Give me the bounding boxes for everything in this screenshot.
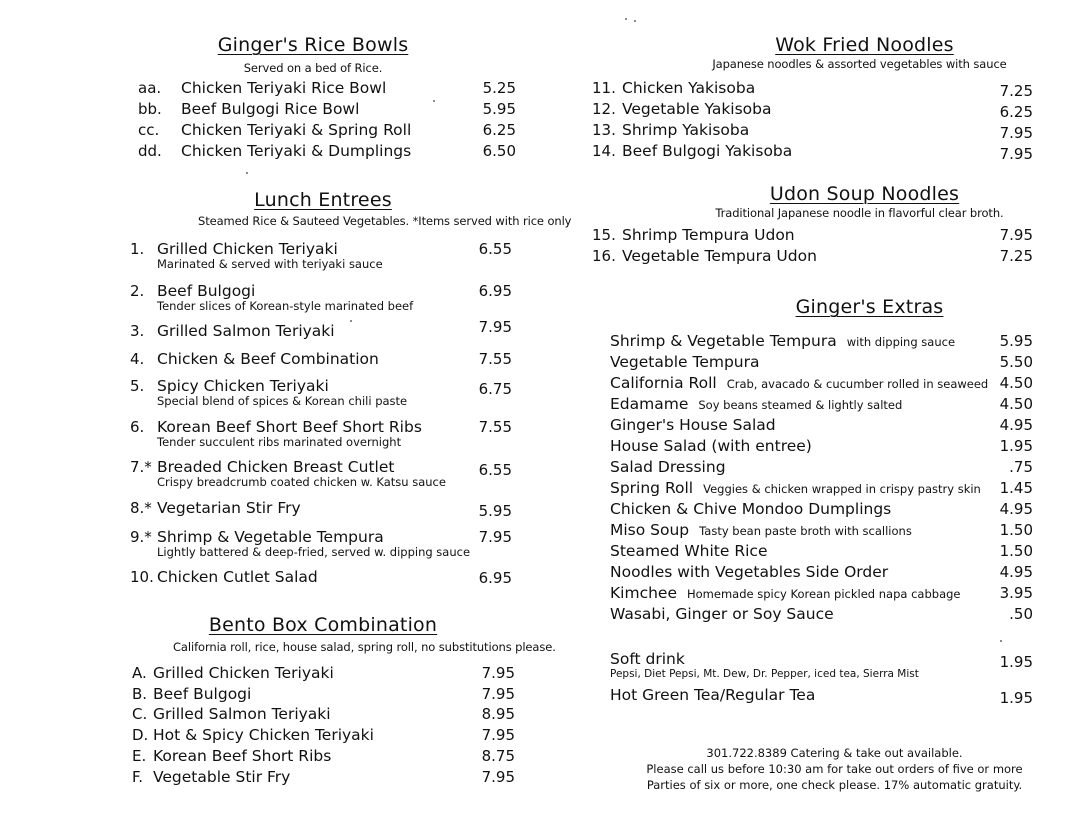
item-description: Crab, avacado & cucumber rolled in seaweed [726,377,989,391]
udon-title: Udon Soup Noodles [769,183,960,205]
item-name [157,418,422,436]
item-price: 7.95 [478,528,512,546]
item-price: 4.50 [999,395,1033,413]
item-price: 7.25 [999,82,1033,100]
item-description: Veggies & chicken wrapped in crispy pastry skin [703,482,981,496]
item-name-text: Spring Roll [610,479,694,497]
rice-bowls-title: Ginger's Rice Bowls [217,34,409,56]
item-name [610,500,891,518]
item-name [610,374,988,392]
lunch-entrees-subtitle: Steamed Rice & Sauteed Vegetables. *Items served with rice only [198,214,572,228]
item-name [610,605,834,623]
item-code: 13. [592,121,616,139]
item-description: Marinated & served with teriyaki sauce [157,257,383,271]
item-name [610,542,767,560]
scan-speck [433,100,435,102]
item-name [157,458,394,476]
scan-speck [350,320,352,322]
item-name-text: Hot & Spicy Chicken Teriyaki [153,726,374,744]
item-price: 1.95 [999,653,1033,671]
item-name-text: Chicken Yakisoba [622,79,756,97]
item-code: 6. [130,418,145,436]
item-price: 8.95 [481,705,515,723]
item-price: 8.75 [481,747,515,765]
item-price: 4.95 [999,563,1033,581]
item-name [610,479,981,497]
item-price: 7.25 [999,247,1033,265]
item-description: Crispy breadcrumb coated chicken w. Katsu sauce [157,475,446,489]
item-price: 7.95 [481,685,515,703]
item-description: Soy beans steamed & lightly salted [698,398,903,412]
extras-title: Ginger's Extras [795,296,944,318]
item-code: 8.* [130,499,152,517]
item-code: 4. [130,350,145,368]
item-price: 6.55 [478,240,512,258]
item-price: 6.55 [478,461,512,479]
item-description: Tender slices of Korean-style marinated beef [157,299,414,313]
item-price: 7.55 [478,350,512,368]
item-price: 7.95 [478,318,512,336]
item-name-text: Beef Bulgogi [153,685,252,703]
item-name-text: Shrimp & Vegetable Tempura [157,528,384,546]
item-description: Pepsi, Diet Pepsi, Mt. Dew, Dr. Pepper, iced tea, Sierra Mist [610,668,919,680]
item-name [153,747,331,765]
item-name-text: Chicken Cutlet Salad [157,568,318,586]
item-name [157,528,384,546]
item-name-text: Ginger's House Salad [610,416,776,434]
footer-gratuity-line: Parties of six or more, one check please. 17% automatic gratuity. [646,778,1023,792]
item-price: 5.50 [999,353,1033,371]
item-price: 5.95 [478,502,512,520]
item-name-text: Vegetable Tempura [610,353,760,371]
item-name-text: Wasabi, Ginger or Soy Sauce [610,605,834,623]
footer-phone-line: 301.722.8389 Catering & take out available. [706,746,963,760]
item-name-text: Beef Bulgogi Yakisoba [622,142,793,160]
item-description: Homemade spicy Korean pickled napa cabbage [687,587,961,601]
item-name: Hot Green Tea/Regular Tea [610,686,816,704]
item-price: 7.95 [999,226,1033,244]
item-name-text: Vegetable Yakisoba [622,100,772,118]
lunch-entrees-title: Lunch Entrees [254,189,392,211]
scan-speck [634,20,636,22]
item-name-text: Chicken & Chive Mondoo Dumplings [610,500,892,518]
right-column [536,0,1073,829]
item-code: F. [132,768,143,786]
item-name [181,142,411,160]
item-code: 16. [592,247,616,265]
item-code: 2. [130,282,145,300]
item-name-text: Shrimp Tempura Udon [622,226,795,244]
item-name-text: Vegetarian Stir Fry [157,499,301,517]
item-price: 6.50 [482,142,516,160]
item-name-text: Beef Bulgogi Rice Bowl [181,100,360,118]
item-price: 7.95 [481,768,515,786]
item-price: 7.95 [481,726,515,744]
item-name [153,685,251,703]
item-name [157,322,335,340]
item-price: 4.95 [999,500,1033,518]
scan-speck [625,18,627,20]
item-name [181,79,386,97]
bento-title: Bento Box Combination [208,614,438,636]
item-name-text: Korean Beef Short Ribs [153,747,332,765]
item-name-text: Grilled Salmon Teriyaki [157,322,335,340]
item-name: Soft drink [610,650,685,668]
item-name-text: Kimchee [610,584,677,602]
item-name [153,705,331,723]
item-name [622,79,755,97]
item-name [157,350,379,368]
item-price: 6.95 [478,282,512,300]
item-name-text: Chicken Teriyaki & Spring Roll [181,121,412,139]
item-code: C. [132,705,148,723]
item-price: 1.95 [999,437,1033,455]
item-name [622,226,795,244]
item-name [157,568,318,586]
item-name [157,499,301,517]
item-name-text: Chicken Teriyaki & Dumplings [181,142,412,160]
item-price: 7.95 [999,145,1033,163]
item-code: 9.* [130,528,152,546]
item-code: 15. [592,226,616,244]
item-code: B. [132,685,148,703]
item-name [157,240,338,258]
item-name-text: Breaded Chicken Breast Cutlet [157,458,395,476]
item-code: 7.* [130,458,152,476]
item-description: Tender succulent ribs marinated overnight [157,435,402,449]
item-price: 3.95 [999,584,1033,602]
scan-speck [1000,640,1002,642]
item-code: 11. [592,79,616,97]
item-price: 6.95 [478,569,512,587]
item-name [610,584,961,602]
item-price: .50 [1009,605,1033,623]
item-name-text: Vegetable Tempura Udon [622,247,817,265]
item-name-text: House Salad (with entree) [610,437,812,455]
item-name-text: Chicken & Beef Combination [157,350,379,368]
item-name [622,247,817,265]
item-code: aa. [138,79,162,97]
item-name [610,437,812,455]
item-name-text: Noodles with Vegetables Side Order [610,563,889,581]
item-name-text: Steamed White Rice [610,542,768,560]
item-name [610,332,955,350]
item-price: 1.95 [999,689,1033,707]
item-name-text: Grilled Chicken Teriyaki [157,240,338,258]
item-price: .75 [1009,458,1033,476]
item-price: 5.95 [999,332,1033,350]
item-description: Tasty bean paste broth with scallions [699,524,912,538]
item-code: 12. [592,100,616,118]
item-code: bb. [138,100,162,118]
footer-takeout-line: Please call us before 10:30 am for take out orders of five or more [646,762,1023,776]
item-name [610,521,912,539]
item-name [622,142,792,160]
item-code: 10. [130,568,154,586]
item-name-text: Grilled Salmon Teriyaki [153,705,331,723]
item-name-text: Shrimp Yakisoba [622,121,750,139]
item-price: 6.25 [482,121,516,139]
wok-noodles-subtitle: Japanese noodles & assorted vegetables with sauce [712,57,1007,71]
item-code: 14. [592,142,616,160]
item-code: 5. [130,377,145,395]
item-name [610,416,776,434]
item-name-text: California Roll [610,374,717,392]
item-name [157,377,329,395]
item-code: A. [132,664,147,682]
item-name-text: Spicy Chicken Teriyaki [157,377,329,395]
item-code: cc. [138,121,160,139]
wok-noodles-title: Wok Fried Noodles [775,34,954,56]
item-name-text: Beef Bulgogi [157,282,256,300]
item-name [610,563,888,581]
item-price: 1.50 [999,542,1033,560]
item-name-text: Shrimp & Vegetable Tempura [610,332,837,350]
item-name [610,353,760,371]
item-code: E. [132,747,147,765]
rice-bowls-subtitle: Served on a bed of Rice. [243,61,383,75]
item-name-text: Grilled Chicken Teriyaki [153,664,334,682]
bento-subtitle: California roll, rice, house salad, spring roll, no substitutions please. [173,640,556,654]
item-name-text: Vegetable Stir Fry [153,768,291,786]
item-description: Special blend of spices & Korean chili paste [157,394,408,408]
item-price: 7.95 [999,124,1033,142]
item-price: 4.50 [999,374,1033,392]
item-name-text: Edamame [610,395,689,413]
item-price: 1.50 [999,521,1033,539]
item-description: with dipping sauce [846,335,956,349]
item-name [622,121,749,139]
item-code: D. [132,726,149,744]
item-price: 5.95 [482,100,516,118]
item-name-text: Salad Dressing [610,458,726,476]
item-code: 3. [130,322,145,340]
item-price: 6.25 [999,103,1033,121]
item-price: 5.25 [482,79,516,97]
item-name [153,768,290,786]
udon-subtitle: Traditional Japanese noodle in flavorful clear broth. [715,206,1004,220]
item-code: dd. [138,142,162,160]
item-name [181,121,411,139]
item-name-text: Chicken Teriyaki Rice Bowl [181,79,387,97]
item-code: 1. [130,240,145,258]
item-price: 4.95 [999,416,1033,434]
item-description: Lightly battered & deep-fried, served w. dipping sauce [157,545,471,559]
item-name [157,282,255,300]
item-name-text: Korean Beef Short Beef Short Ribs [157,418,422,436]
scan-speck [246,172,248,174]
item-name [610,395,902,413]
item-name [153,664,334,682]
item-price: 7.55 [478,418,512,436]
item-price: 7.95 [481,664,515,682]
item-name [622,100,772,118]
item-name [610,458,726,476]
item-price: 1.45 [999,479,1033,497]
item-name [153,726,374,744]
item-price: 6.75 [478,380,512,398]
item-name-text: Miso Soup [610,521,690,539]
item-name [181,100,359,118]
